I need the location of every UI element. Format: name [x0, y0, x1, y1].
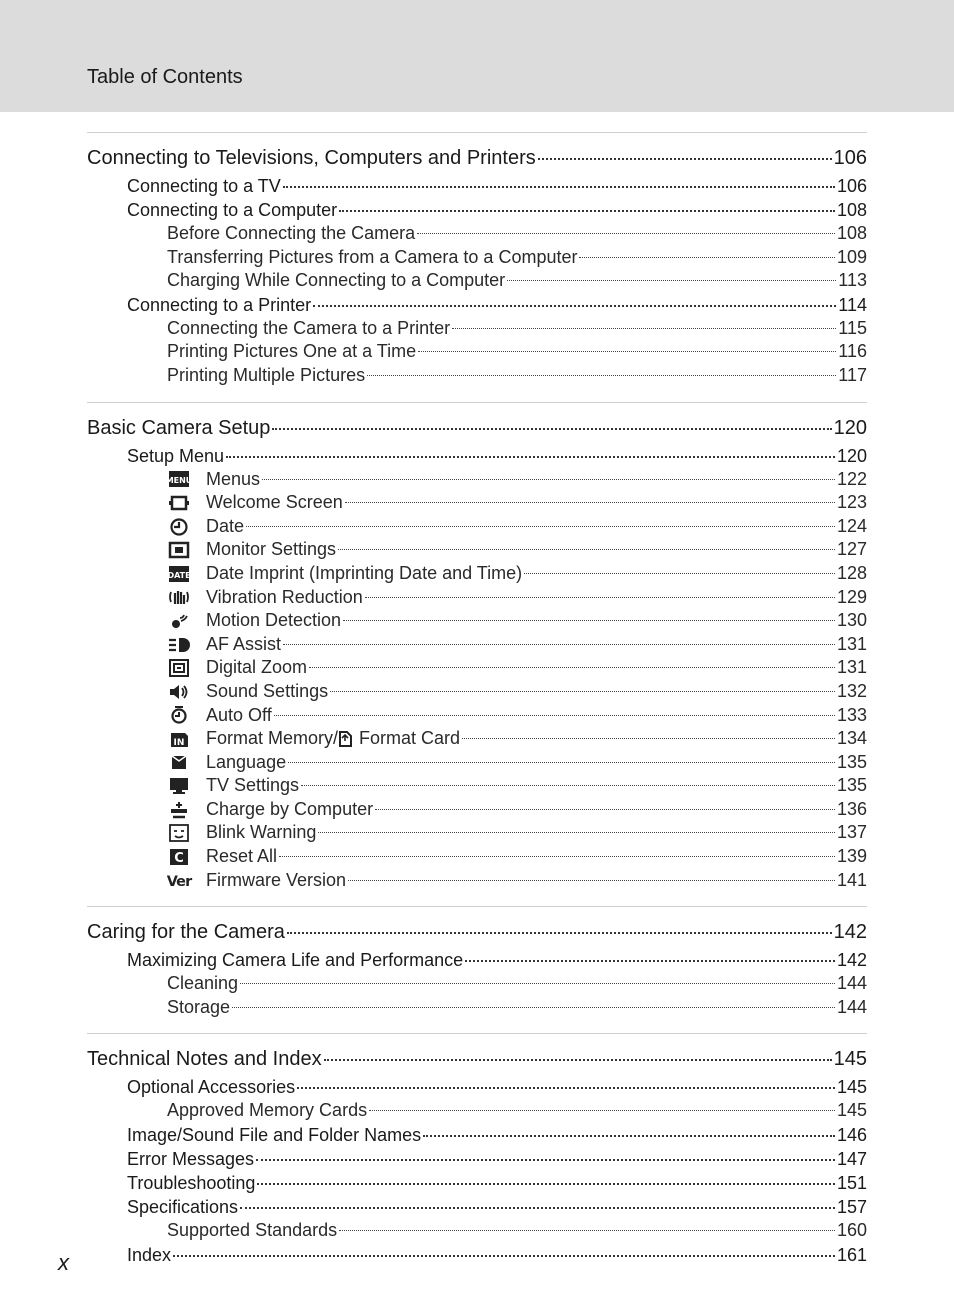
monitor-icon [167, 540, 191, 560]
toc-entry-text: Menus [206, 468, 261, 489]
toc-page-number: 161 [836, 1244, 867, 1265]
toc-subentry[interactable] [87, 317, 867, 341]
toc-entry-text: Setup Menu [127, 445, 225, 466]
toc-subentry[interactable] [87, 1219, 867, 1243]
toc-entry-text: Sound Settings [206, 680, 329, 701]
dot-leader [369, 1110, 835, 1111]
dot-leader [343, 620, 835, 621]
toc-subentry[interactable] [87, 996, 867, 1020]
dot-leader [462, 738, 835, 739]
dot-leader [452, 328, 836, 329]
toc-page-number: 129 [836, 586, 867, 607]
svg-text:MENU: MENU [165, 476, 193, 486]
toc-entry[interactable] [87, 1171, 867, 1195]
toc-subentry[interactable] [87, 680, 867, 704]
toc-page-number: 116 [838, 341, 867, 362]
toc-page-number: 160 [836, 1220, 867, 1241]
toc-entry-label [127, 293, 311, 317]
toc-entry[interactable] [87, 948, 867, 972]
toc-entry-text: Approved Memory Cards [167, 1100, 368, 1121]
reset-icon [167, 847, 191, 867]
dot-leader [240, 1207, 835, 1209]
toc-entry-text: Charge by Computer [206, 798, 374, 819]
toc-subentry[interactable] [87, 364, 867, 388]
dot-leader [339, 210, 835, 212]
toc-entry[interactable] [87, 444, 867, 468]
dot-leader [272, 428, 831, 430]
toc-subentry[interactable] [87, 869, 867, 893]
toc-page-number: 142 [836, 950, 867, 971]
toc-entry[interactable] [87, 1075, 867, 1099]
dot-leader [375, 809, 835, 810]
welcome-screen-icon [167, 493, 191, 513]
toc-page-number: 120 [836, 445, 867, 466]
toc-entry-text: Digital Zoom [206, 657, 308, 678]
toc-page-number: 115 [838, 317, 867, 338]
toc-entry-text: Vibration Reduction [206, 586, 363, 607]
toc-subentry[interactable] [87, 821, 867, 845]
firmware-version-icon [167, 870, 191, 890]
toc-section-heading[interactable] [87, 917, 867, 948]
toc-page-number: 142 [833, 921, 867, 944]
toc-subentry[interactable] [87, 609, 867, 633]
dot-leader [240, 983, 835, 984]
toc-subentry[interactable] [87, 751, 867, 775]
svg-text:IN: IN [173, 737, 185, 748]
dot-leader [274, 715, 835, 716]
toc-subentry[interactable] [87, 586, 867, 610]
toc-section-title: Connecting to Televisions, Computers and Printers [87, 147, 536, 169]
dot-leader [246, 526, 835, 527]
toc-entry-text: Maximizing Camera Life and Performance [127, 950, 464, 971]
toc-entry-text: AF Assist [206, 633, 282, 654]
toc-entry-label [206, 586, 363, 610]
toc-entry-label [206, 633, 281, 657]
dot-leader [417, 233, 835, 234]
dot-leader [338, 549, 835, 550]
charge-icon [167, 800, 191, 820]
svg-text:C: C [174, 850, 184, 866]
digital-zoom-icon [167, 658, 191, 678]
table-of-contents [87, 132, 867, 1281]
toc-entry[interactable] [87, 174, 867, 198]
toc-page-number: 113 [838, 270, 867, 291]
toc-entry-label [127, 444, 224, 468]
toc-page-number: 123 [836, 492, 867, 513]
toc-entry-label [206, 774, 299, 798]
toc-entry-label [167, 246, 577, 270]
toc-entry-text: Date Imprint (Imprinting Date and Time) [206, 562, 523, 583]
dot-leader [538, 158, 832, 160]
toc-entry-text: Error Messages [127, 1149, 255, 1170]
toc-entry-label [206, 656, 307, 680]
toc-entry[interactable] [87, 1243, 867, 1267]
toc-entry-label [206, 821, 316, 845]
toc-entry-label [127, 174, 281, 198]
dot-leader [345, 502, 835, 503]
toc-entry-text: Printing Pictures One at a Time [167, 341, 417, 362]
dot-leader [256, 1159, 835, 1161]
toc-page-number: 145 [833, 1048, 867, 1071]
toc-subentry[interactable] [87, 515, 867, 539]
toc-entry[interactable] [87, 1123, 867, 1147]
memory-card-icon [338, 729, 354, 747]
toc-entry-text: Before Connecting the Camera [167, 223, 416, 243]
dot-leader [173, 1255, 835, 1257]
tv-icon [167, 776, 191, 796]
toc-entry-text: Optional Accessories [127, 1077, 296, 1098]
toc-subentry[interactable] [87, 633, 867, 657]
toc-entry-label [167, 364, 365, 388]
toc-entry-label [206, 845, 277, 869]
toc-entry-label [206, 798, 373, 822]
toc-entry-label [206, 704, 272, 728]
toc-entry-text: Monitor Settings [206, 539, 337, 560]
dot-leader [297, 1087, 835, 1089]
toc-subentry[interactable] [87, 340, 867, 364]
toc-entry-label [206, 869, 346, 893]
toc-subentry[interactable] [87, 468, 867, 492]
toc-subentry[interactable] [87, 1099, 867, 1123]
toc-entry-label [127, 1243, 171, 1267]
dot-leader [257, 1183, 835, 1185]
toc-page-number: 144 [836, 996, 867, 1017]
dot-leader [418, 351, 836, 352]
toc-page-number: 117 [838, 364, 867, 385]
dot-leader [367, 375, 836, 376]
toc-page-number: 147 [836, 1149, 867, 1170]
vibration-reduction-icon [167, 587, 191, 607]
toc-page-number: 108 [836, 223, 867, 243]
toc-page-number: 114 [838, 294, 867, 315]
toc-subentry[interactable] [87, 269, 867, 293]
date-imprint-icon [167, 564, 191, 584]
dot-leader [348, 880, 835, 881]
toc-entry-text: Supported Standards [167, 1220, 338, 1241]
toc-entry-label [167, 996, 230, 1020]
auto-off-icon [167, 705, 191, 725]
format-memory-icon [167, 729, 191, 749]
toc-entry-text: Transferring Pictures from a Camera to a Computer [167, 246, 578, 267]
toc-entry-label [167, 222, 415, 246]
toc-section-heading[interactable] [87, 1044, 867, 1075]
toc-entry-text: Connecting to a TV [127, 176, 281, 196]
dot-leader [330, 691, 835, 692]
toc-entry-label [206, 680, 328, 704]
toc-page-number: 122 [836, 468, 867, 489]
toc-section [87, 132, 867, 388]
toc-page-number: 124 [836, 515, 867, 536]
page-number: x [58, 1250, 69, 1275]
toc-page-number: 139 [836, 846, 867, 867]
toc-page-number: 151 [836, 1173, 867, 1194]
toc-section-title: Basic Camera Setup [87, 416, 271, 439]
toc-section [87, 1033, 867, 1266]
dot-leader [262, 479, 835, 480]
toc-page-number: 120 [833, 416, 867, 439]
toc-page-number: 132 [836, 680, 867, 701]
dot-leader [318, 832, 835, 833]
toc-entry-label [206, 491, 343, 515]
toc-section-heading[interactable] [87, 143, 867, 174]
language-icon [167, 752, 191, 772]
toc-section-heading[interactable] [87, 413, 867, 444]
toc-entry-text: Printing Multiple Pictures [167, 364, 366, 385]
toc-page-number: 146 [836, 1125, 867, 1146]
toc-page-number: 131 [836, 657, 867, 678]
dot-leader [579, 257, 834, 258]
dot-leader [283, 186, 835, 188]
toc-entry-label [206, 515, 244, 539]
toc-page-number: 136 [836, 798, 867, 819]
toc-entry-label [127, 198, 337, 222]
toc-entry-text-suffix: Format Card [354, 728, 461, 749]
toc-page-number: 133 [836, 704, 867, 725]
dot-leader [423, 1135, 835, 1137]
toc-page-number: 135 [836, 775, 867, 796]
toc-subentry[interactable] [87, 656, 867, 680]
toc-section-title: Caring for the Camera [87, 921, 285, 944]
toc-page-number: 127 [836, 539, 867, 560]
toc-entry-text: Specifications [127, 1197, 239, 1218]
toc-section-title: Technical Notes and Index [87, 1048, 322, 1071]
toc-subentry[interactable] [87, 491, 867, 515]
toc-subentry[interactable] [87, 972, 867, 996]
toc-entry-label [127, 1123, 421, 1147]
dot-leader [288, 762, 835, 763]
toc-page-number: 131 [836, 633, 867, 654]
dot-leader [232, 1007, 835, 1008]
dot-leader [309, 667, 835, 668]
toc-page-number: 109 [836, 246, 867, 267]
toc-entry-label [127, 1195, 238, 1219]
dot-leader [507, 280, 836, 281]
toc-entry-text: Troubleshooting [127, 1173, 256, 1194]
toc-page-number: 106 [833, 147, 867, 169]
toc-subentry[interactable] [87, 845, 867, 869]
dot-leader [301, 785, 835, 786]
toc-entry-text: Date [206, 515, 245, 536]
toc-page-number: 128 [836, 562, 867, 583]
toc-page-number: 141 [836, 869, 867, 890]
toc-entry-label [167, 269, 505, 293]
toc-entry-label [206, 468, 260, 492]
af-assist-icon [167, 635, 191, 655]
dot-leader [226, 456, 835, 458]
dot-leader [287, 932, 832, 934]
toc-subentry[interactable] [87, 562, 867, 586]
toc-entry[interactable] [87, 1195, 867, 1219]
speaker-icon [167, 682, 191, 702]
toc-entry[interactable] [87, 1147, 867, 1171]
toc-entry-label [206, 562, 522, 586]
toc-entry-label [167, 972, 238, 996]
toc-page-number: 106 [836, 176, 867, 196]
toc-entry-text: Firmware Version [206, 869, 347, 890]
toc-page-number: 145 [836, 1077, 867, 1098]
toc-page-number: 137 [836, 822, 867, 843]
toc-entry-label [206, 727, 460, 751]
header-title: Table of Contents [87, 66, 243, 88]
toc-entry[interactable] [87, 293, 867, 317]
toc-subentry[interactable] [87, 222, 867, 246]
toc-entry-text: Blink Warning [206, 822, 317, 843]
motion-detection-icon [167, 611, 191, 631]
toc-page-number: 108 [836, 200, 867, 220]
blink-warning-icon [167, 823, 191, 843]
toc-section [87, 402, 867, 893]
toc-entry-label [206, 609, 341, 633]
svg-text:Ver: Ver [166, 874, 192, 891]
toc-entry-text: Reset All [206, 846, 278, 867]
toc-entry-label [167, 317, 450, 341]
toc-page-number: 144 [836, 973, 867, 994]
toc-entry-text: Connecting to a Computer [127, 200, 338, 220]
toc-entry-text: Format Memory/ [206, 728, 339, 749]
toc-subentry[interactable] [87, 798, 867, 822]
dot-leader [465, 960, 835, 962]
dot-leader [339, 1230, 835, 1231]
toc-entry-text: Motion Detection [206, 610, 342, 631]
toc-entry-text: Connecting the Camera to a Printer [167, 317, 451, 338]
toc-entry-text: Auto Off [206, 704, 272, 725]
toc-subentry[interactable] [87, 246, 867, 270]
dot-leader [324, 1059, 832, 1061]
toc-entry-text: Connecting to a Printer [127, 294, 312, 315]
dot-leader [365, 597, 835, 598]
toc-entry-label [206, 751, 286, 775]
toc-entry-text: Language [206, 751, 287, 772]
toc-entry-text: Index [127, 1244, 172, 1265]
toc-entry-label [127, 1147, 254, 1171]
toc-section [87, 906, 867, 1019]
toc-subentry[interactable] [87, 774, 867, 798]
toc-entry-label [167, 340, 416, 364]
toc-entry-label [167, 1099, 367, 1123]
toc-entry-text: Charging While Connecting to a Computer [167, 270, 506, 291]
toc-entry-label [127, 1075, 295, 1099]
toc-subentry[interactable] [87, 727, 867, 751]
toc-page-number: 145 [836, 1100, 867, 1121]
menu-icon [167, 469, 191, 489]
toc-entry-text: Welcome Screen [206, 492, 343, 513]
clock-icon [167, 517, 191, 537]
dot-leader [524, 573, 835, 574]
toc-subentry[interactable] [87, 704, 867, 728]
toc-entry-text: Storage [167, 996, 231, 1017]
toc-entry-label [167, 1219, 337, 1243]
toc-page-number: 130 [836, 610, 867, 631]
svg-text:DATE: DATE [167, 570, 191, 580]
toc-entry-text: TV Settings [206, 775, 300, 796]
toc-entry-text: Cleaning [167, 973, 239, 994]
toc-entry-label [127, 948, 463, 972]
toc-entry-label [127, 1171, 255, 1195]
toc-page-number: 157 [836, 1197, 867, 1218]
toc-page-number: 135 [836, 751, 867, 772]
dot-leader [283, 644, 835, 645]
page-header [0, 0, 954, 112]
dot-leader [313, 305, 836, 307]
toc-entry-label [206, 538, 336, 562]
toc-entry-text: Image/Sound File and Folder Names [127, 1125, 422, 1146]
toc-entry[interactable] [87, 198, 867, 222]
toc-page-number: 134 [836, 728, 867, 749]
dot-leader [279, 856, 835, 857]
toc-subentry[interactable] [87, 538, 867, 562]
